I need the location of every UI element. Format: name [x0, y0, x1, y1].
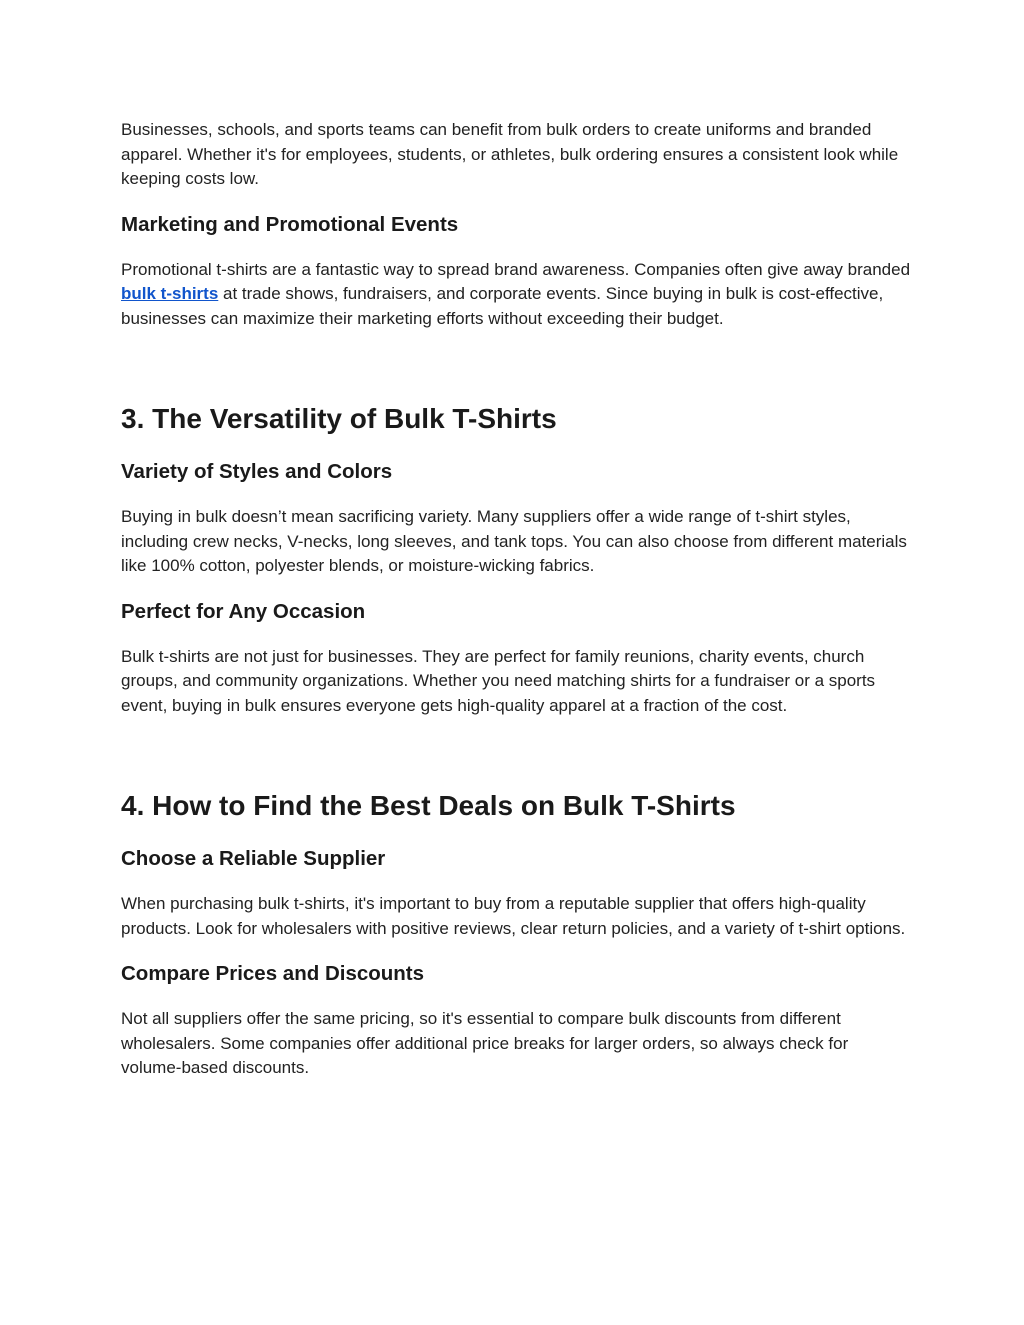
marketing-text-after-link: at trade shows, fundraisers, and corporate events. Since buying in bulk is cost-effective, businesses can maximize their marketing efforts without exceeding their budget.: [121, 284, 884, 328]
reliable-supplier-heading: Choose a Reliable Supplier: [121, 847, 386, 870]
styles-colors-paragraph: Buying in bulk doesn’t mean sacrificing variety. Many suppliers offer a wide range of t-shirt styles, including crew necks, V-necks, long sleeves, and tank tops. You can also choose from different materials like 100% cotton, polyester blends, or moisture-wicking fabrics.: [121, 507, 907, 575]
compare-prices-heading: Compare Prices and Discounts: [121, 962, 425, 985]
marketing-heading: Marketing and Promotional Events: [121, 212, 459, 236]
compare-prices-paragraph: Not all suppliers offer the same pricing, so it's essential to compare bulk discounts from different wholesalers. Some companies offer additional price breaks for larger orders, so always check for volume-based discounts.: [121, 1009, 849, 1077]
any-occasion-heading: Perfect for Any Occasion: [121, 599, 366, 623]
section4-heading: 4. How to Find the Best Deals on Bulk T-Shirts: [121, 790, 736, 821]
reliable-supplier-paragraph: When purchasing bulk t-shirts, it's important to buy from a reputable supplier that offers high-quality products. Look for wholesalers with positive reviews, clear return policies, and a variety of t-shirt options.: [121, 894, 906, 938]
marketing-paragraph: [121, 258, 911, 332]
any-occasion-paragraph: Bulk t-shirts are not just for businesses. They are perfect for family reunions, charity events, church groups, and community organizations. Whether you need matching shirts for a fundraiser or a sports event, buying in bulk ensures everyone gets high-quality apparel at a fraction of the cost.: [121, 646, 876, 715]
bulk-tshirts-link[interactable]: bulk t-shirts: [121, 284, 219, 303]
marketing-text-before-link: Promotional t-shirts are a fantastic way to spread brand awareness. Companies often give away branded: [121, 259, 911, 279]
document-page: [121, 118, 911, 1081]
section3-heading: 3. The Versatility of Bulk T-Shirts: [121, 403, 557, 434]
intro-paragraph: Businesses, schools, and sports teams can benefit from bulk orders to create uniforms and branded apparel. Whether it's for employees, students, or athletes, bulk ordering ensures a consistent look while keeping costs low.: [121, 120, 899, 188]
styles-colors-heading: Variety of Styles and Colors: [121, 460, 393, 483]
